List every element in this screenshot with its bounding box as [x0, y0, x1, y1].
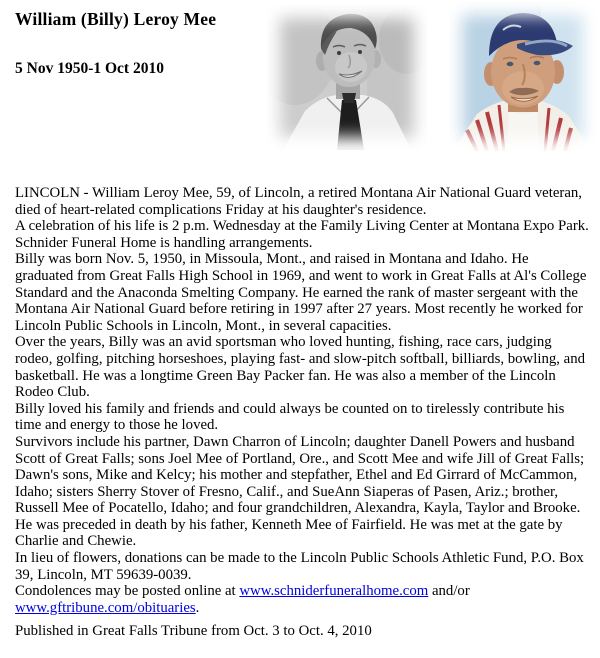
older-portrait-photo	[449, 2, 596, 151]
young-portrait-illustration	[267, 5, 427, 150]
obituary-paragraph: Billy loved his family and friends and could always be counted on to tirelessly contribute his time and energy to those he loved.	[15, 400, 565, 434]
condolences-line	[15, 583, 589, 616]
obituary-paragraph: Survivors include his partner, Dawn Charron of Lincoln; daughter Danell Powers and husband Scott of Great Falls; sons Joel Mee of Portland, Ore., and Scott Mee and wife Jill of Great Falls; Dawn's sons, Mike and Kelcy; his mother and stepfather, Ethel and Ed Girrard of McCammon, Idaho; sisters Sherry Stover of Fresno, Calif., and SueAnn Siaperas of Pasen, Ariz.; brother, Russell Mee of Pocatello, Idaho; and four grandchildren, Alexandra, Kayla, Taylor and Brooke. He was preceded in death by his father, Kenneth Mee of Fairfield. He was met at the gate by Charlie and Chewie.	[15, 433, 585, 550]
schnider-funeral-home-link[interactable]: www.schniderfuneralhome.com	[239, 583, 429, 600]
gftribune-obituaries-link[interactable]: www.gftribune.com/obituaries	[15, 599, 196, 616]
young-portrait-photo	[267, 5, 427, 150]
condolences-connector: and/or	[428, 583, 470, 600]
life-dates: 5 Nov 1950-1 Oct 2010	[15, 60, 164, 77]
obituary-paragraph: In lieu of flowers, donations can be made to the Lincoln Public Schools Athletic Fund, P.O. Box 39, Lincoln, MT 59639-0039.	[15, 550, 584, 583]
obituary-paragraph: LINCOLN - William Leroy Mee, 59, of Lincoln, a retired Montana Air National Guard veteran, died of heart-related complications Friday at his daughter's residence.	[15, 185, 582, 218]
obituary-text	[15, 185, 589, 616]
condolences-suffix: .	[195, 599, 200, 616]
obituary-paragraph: Billy was born Nov. 5, 1950, in Missoula, Mont., and raised in Montana and Idaho. He graduated from Great Falls High School in 1969, and went to work in Great Falls at Al's College Standard and the Anaconda Smelting Company. He earned the rank of master sergeant with the Montana Air National Guard before retiring in 1997 after 27 years. Most recently he worked for Lincoln Public Schools in Lincoln, Mont., in several capacities.	[15, 251, 587, 334]
condolences-prefix: Condolences may be posted online at	[15, 583, 240, 600]
older-portrait-illustration	[449, 2, 596, 151]
obituary-paragraph: Over the years, Billy was an avid sportsman who loved hunting, fishing, race cars, judging rodeo, golfing, pitching horseshoes, playing fast- and slow-pitch softball, billiards, bowling, and basketball. He was a longtime Green Bay Packer fan. He was also a member of the Lincoln Rodeo Club.	[15, 334, 585, 401]
obituary-paragraph: A celebration of his life is 2 p.m. Wednesday at the Family Living Center at Montana Expo Park. Schnider Funeral Home is handling arrangements.	[15, 218, 589, 251]
page-title: William (Billy) Leroy Mee	[15, 9, 217, 29]
publication-note: Published in Great Falls Tribune from Oct. 3 to Oct. 4, 2010	[15, 623, 372, 639]
